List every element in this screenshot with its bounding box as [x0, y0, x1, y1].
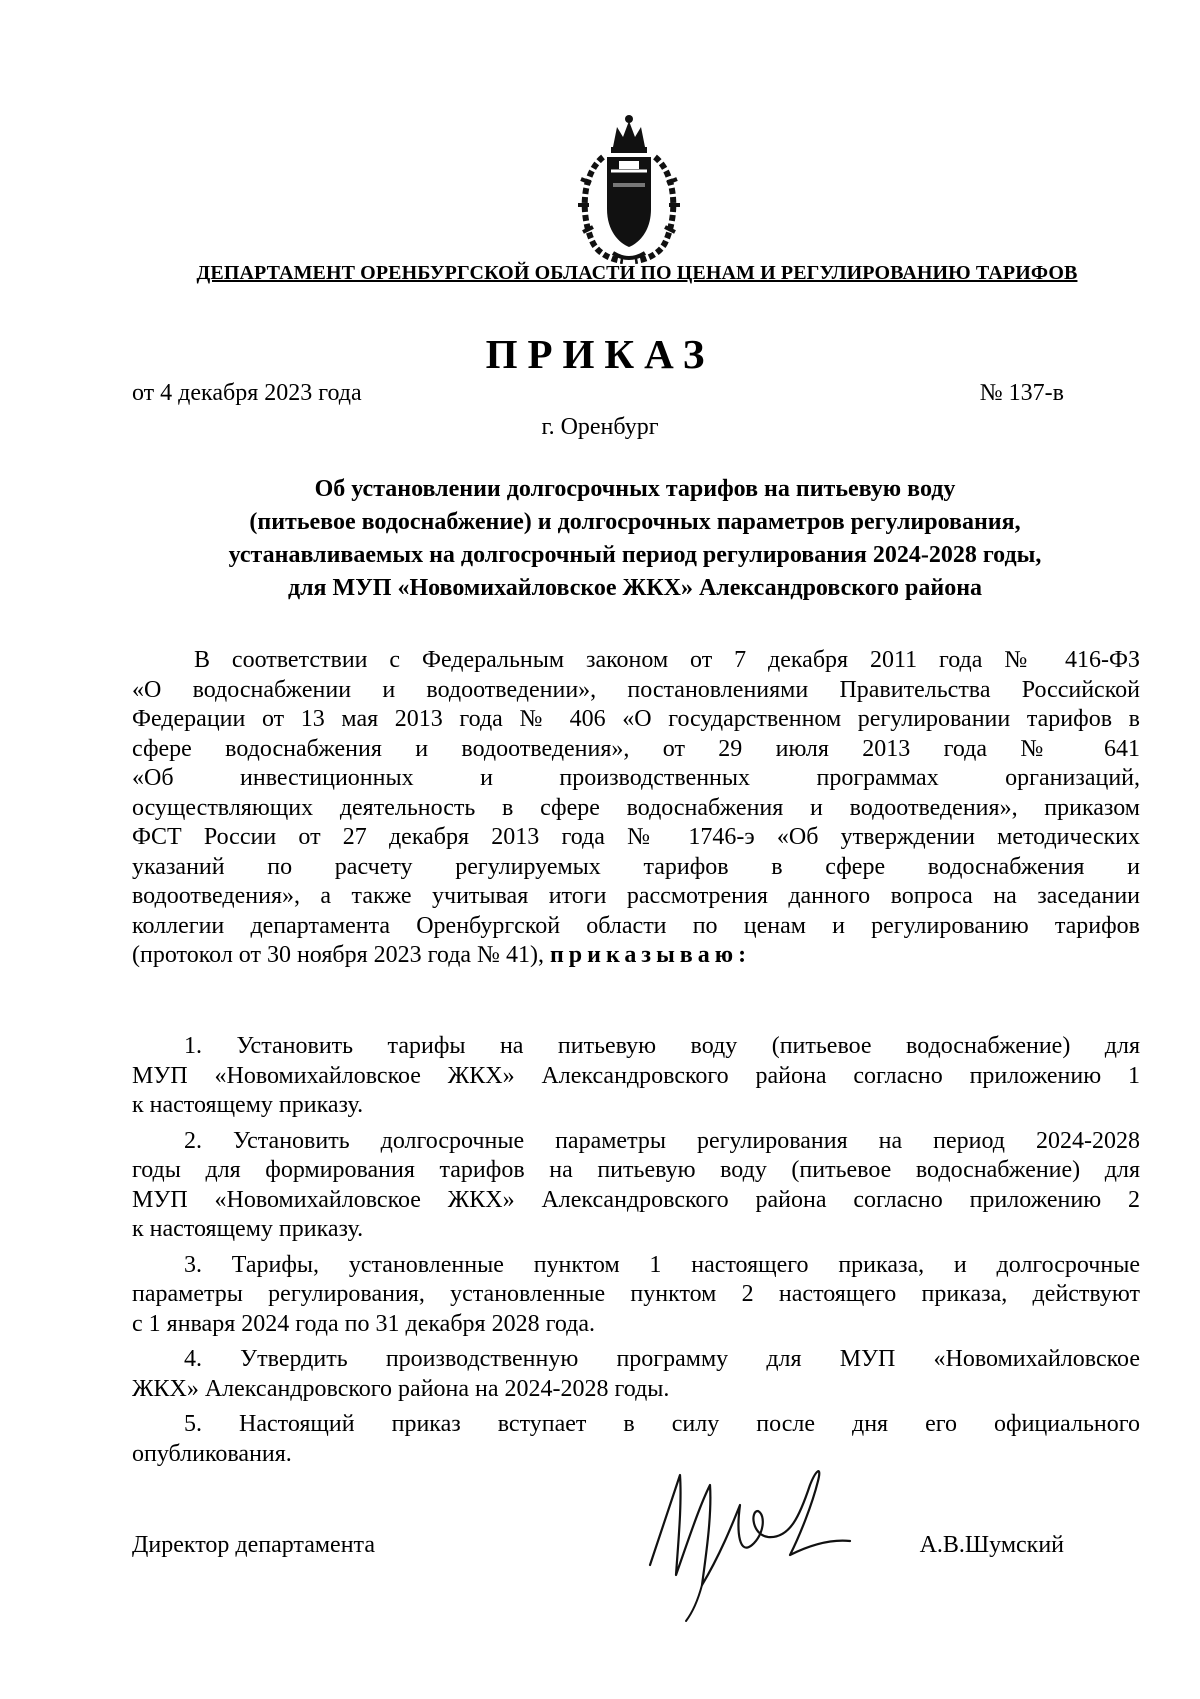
order-line: 5. Настоящий приказ вступает в силу после дня его официального — [184, 1411, 1140, 1437]
order-line: к настоящему приказу. — [132, 1092, 364, 1118]
order-line: опубликования. — [132, 1440, 292, 1467]
preamble-paragraph — [132, 646, 1140, 971]
preamble-line: Федерации от 13 мая 2013 года № 406 «О государственном регулировании тарифов в — [132, 706, 1140, 732]
preamble-line: ФСТ России от 27 декабря 2013 года № 1746-э «Об утверждении методических — [132, 824, 1140, 850]
preamble-line: сфере водоснабжения и водоотведения», от 29 июля 2013 года № 641 — [132, 735, 1140, 762]
document-title: ПРИКАЗ — [485, 331, 715, 377]
preamble-line: водоотведения», а также учитывая итоги рассмотрения данного вопроса на заседании — [132, 883, 1140, 909]
order-item — [132, 1251, 1140, 1340]
subject-line: для МУП «Новомихайловское ЖКХ» Александровского района — [287, 575, 983, 601]
order-line: МУП «Новомихайловское ЖКХ» Александровского района согласно приложению 1 — [132, 1062, 1140, 1089]
preamble-line: осуществляющих деятельность в сфере водоснабжения и водоотведения», приказом — [132, 794, 1140, 821]
order-line: 2. Установить долгосрочные параметры регулирования на период 2024-2028 — [184, 1127, 1140, 1154]
order-line: 1. Установить тарифы на питьевую воду (питьевое водоснабжение) для — [184, 1033, 1140, 1059]
coat-of-arms-icon — [573, 113, 685, 265]
subject-line: устанавливаемых на долгосрочный период регулирования 2024-2028 годы, — [228, 542, 1042, 568]
decree-word: приказываю: — [549, 942, 752, 968]
department-name: ДЕПАРТАМЕНТ ОРЕНБУРГСКОЙ ОБЛАСТИ ПО ЦЕНАМ И РЕГУЛИРОВАНИЮ ТАРИФОВ — [196, 262, 1078, 284]
order-line: годы для формирования тарифов на питьевую воду (питьевое водоснабжение) для — [132, 1157, 1140, 1183]
order-line: 4. Утвердить производственную программу для МУП «Новомихайловское — [184, 1346, 1140, 1372]
signatory-position: Директор департамента — [132, 1532, 375, 1558]
document-number: № 137-в — [979, 380, 1064, 406]
document-city: г. Оренбург — [541, 414, 659, 440]
order-line: ЖКХ» Александровского района на 2024-2028 годы. — [132, 1375, 670, 1402]
subject-line: Об установлении долгосрочных тарифов на питьевую воду — [314, 476, 956, 502]
subject-line: (питьевое водоснабжение) и долгосрочных параметров регулирования, — [249, 509, 1021, 535]
document-subject — [130, 473, 1140, 605]
preamble-line: «О водоснабжении и водоотведении», постановлениями Правительства Российской — [132, 676, 1140, 703]
preamble-line: «Об инвестиционных и производственных программах организаций, — [132, 765, 1140, 791]
handwritten-signature-icon — [640, 1445, 870, 1625]
order-line: 3. Тарифы, установленные пунктом 1 настоящего приказа, и долгосрочные — [184, 1251, 1140, 1278]
preamble-line: В соответствии с Федеральным законом от 7 декабря 2011 года № 416-ФЗ — [194, 647, 1140, 673]
order-line: МУП «Новомихайловское ЖКХ» Александровского района согласно приложению 2 — [132, 1186, 1140, 1213]
preamble-line: указаний по расчету регулируемых тарифов в сфере водоснабжения и — [132, 853, 1140, 880]
order-item — [132, 1127, 1140, 1245]
preamble-line: коллегии департамента Оренбургской области по ценам и регулированию тарифов — [132, 912, 1140, 939]
order-item — [132, 1032, 1140, 1121]
order-line: параметры регулирования, установленные пунктом 2 настоящего приказа, действуют — [132, 1281, 1140, 1307]
signatory-name: А.В.Шумский — [919, 1532, 1064, 1558]
order-line: с 1 января 2024 года по 31 декабря 2028 года. — [132, 1310, 595, 1337]
order-line: к настоящему приказу. — [132, 1216, 364, 1242]
preamble-last-line — [132, 941, 1140, 971]
order-item — [132, 1345, 1140, 1404]
document-date: от 4 декабря 2023 года — [132, 380, 362, 406]
preamble-line: (протокол от 30 ноября 2023 года № 41), — [132, 942, 550, 968]
orders-list — [132, 1032, 1140, 1469]
order-item — [132, 1410, 1140, 1469]
